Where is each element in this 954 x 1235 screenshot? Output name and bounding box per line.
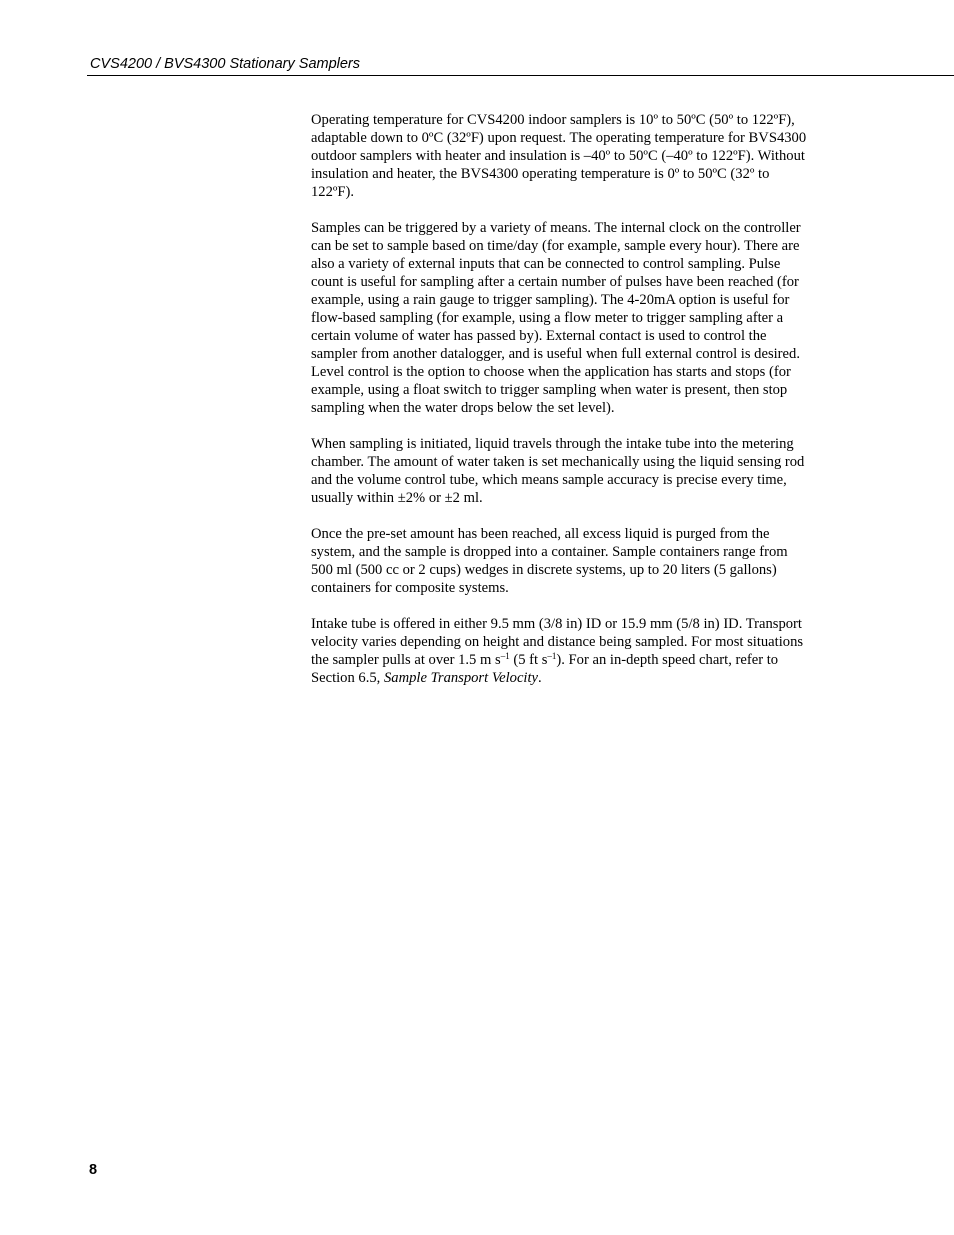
paragraph-sample-triggering: Samples can be triggered by a variety of means. The internal clock on the controller can be set to sample based on time/day (for example, sample every hour). There are also a variety of external inputs that can be connected to control sampling. Pulse count is useful for sampling after a certain number of pulses have been reached (for example, using a rain gauge to trigger sampling). The 4-20mA option is useful for flow-based sampling (for example, using a flow meter to trigger sampling after a certain volume of water has passed by). External contact is used to control the sampler from another datalogger, and is useful when full external control is desired. Level control is the option to choose when the application has starts and stops (for example, using a float switch to trigger sampling when water is present, then stop sampling when the water drops below the set level). xyxy=(311,220,801,416)
intake-text-part2: (5 ft s xyxy=(509,652,548,668)
intake-text-part4: . xyxy=(538,670,542,686)
header-rule xyxy=(87,75,954,76)
body-text xyxy=(311,111,811,705)
running-header: CVS4200 / BVS4300 Stationary Samplers xyxy=(90,56,361,72)
intake-text-part1: Intake tube is offered in either 9.5 mm (3/8 in) ID or 15.9 mm (5/8 in) ID. Transport velocity varies depending on height and distance being sampled. For most situations the sampler pulls at over 1.5 m s xyxy=(311,616,804,668)
page-number: 8 xyxy=(89,1162,98,1178)
paragraph-sample-containers: Once the pre-set amount has been reached, all excess liquid is purged from the system, and the sample is dropped into a container. Sample containers range from 500 ml (500 cc or 2 cups) wedges in discrete systems, up to 20 liters (5 gallons) containers for composite systems. xyxy=(311,526,788,596)
intake-superscript-1: –1 xyxy=(500,651,510,661)
paragraph-sampling-process: When sampling is initiated, liquid travels through the intake tube into the metering chamber. The amount of water taken is set mechanically using the liquid sensing rod and the volume control tube, which means sample accuracy is precise every time, usually within ±2% or ±2 ml. xyxy=(311,436,805,506)
section-reference-link[interactable]: Sample Transport Velocity xyxy=(383,670,539,686)
intake-superscript-2: –1 xyxy=(547,651,557,661)
intake-text-part3: ). For an in-depth speed chart, refer to Section 6.5, xyxy=(311,652,779,686)
paragraph-operating-temperature: Operating temperature for CVS4200 indoor samplers is 10º to 50ºC (50º to 122ºF), adaptable down to 0ºC (32ºF) upon request. The operating temperature for BVS4300 outdoor samplers with heater and insulation is –40º to 50ºC (–40º to 122ºF). Without insulation and heater, the BVS4300 operating temperature is 0º to 50ºC (32º to 122ºF). xyxy=(311,112,807,200)
paragraph-intake-tube xyxy=(311,615,811,687)
